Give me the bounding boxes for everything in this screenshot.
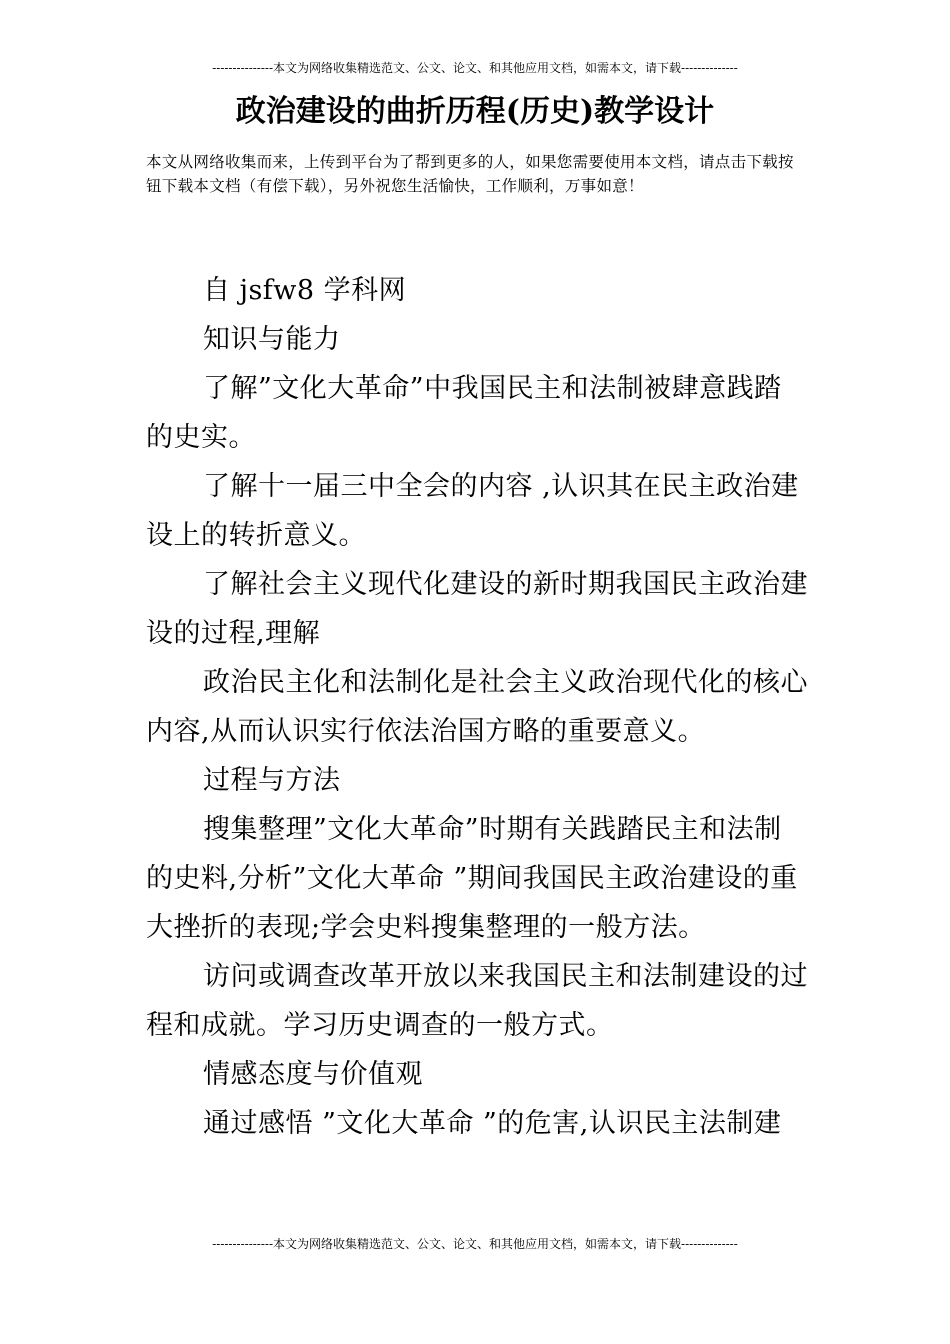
header-banner: ---------------本文为网络收集精选范文、公文、论文、和其他应用文档，如需本文，请下载--------------	[212, 61, 738, 75]
paragraph: 了解社会主义现代化建设的新时期我国民主政治建设的过程,理解	[146, 569, 808, 649]
intro-notice: 本文从网络收集而来，上传到平台为了帮到更多的人，如果您需要使用本文档，请点击下载按钮下载本文档（有偿下载），另外祝您生活愉快，工作顺利，万事如意！	[146, 153, 794, 195]
paragraph: 通过感悟 ”文化大革命 ”的危害,认识民主法制建	[203, 1108, 782, 1139]
document-body	[146, 266, 808, 1148]
paragraph-source: 自 jsfw8 学科网	[203, 275, 407, 306]
paragraph: 搜集整理”文化大革命”时期有关践踏民主和法制的史料,分析”文化大革命 ”期间我国民主政治建设的重大挫折的表现;学会史料搜集整理的一般方法。	[146, 814, 798, 943]
paragraph: 访问或调查改革开放以来我国民主和法制建设的过程和成就。学习历史调查的一般方式。	[146, 961, 808, 1041]
paragraph: 了解十一届三中全会的内容 ,认识其在民主政治建设上的转折意义。	[146, 471, 799, 551]
document-title: 政治建设的曲折历程(历史)教学设计	[235, 94, 715, 129]
heading-knowledge-ability: 知识与能力	[203, 324, 341, 355]
heading-attitude-values: 情感态度与价值观	[203, 1059, 423, 1090]
heading-process-method: 过程与方法	[203, 765, 341, 796]
footer-banner: ---------------本文为网络收集精选范文、公文、论文、和其他应用文档，如需本文，请下载--------------	[212, 1237, 738, 1251]
paragraph: 了解”文化大革命”中我国民主和法制被肆意践踏的史实。	[146, 373, 782, 453]
paragraph: 政治民主化和法制化是社会主义政治现代化的核心内容,从而认识实行依法治国方略的重要意义。	[146, 667, 808, 747]
